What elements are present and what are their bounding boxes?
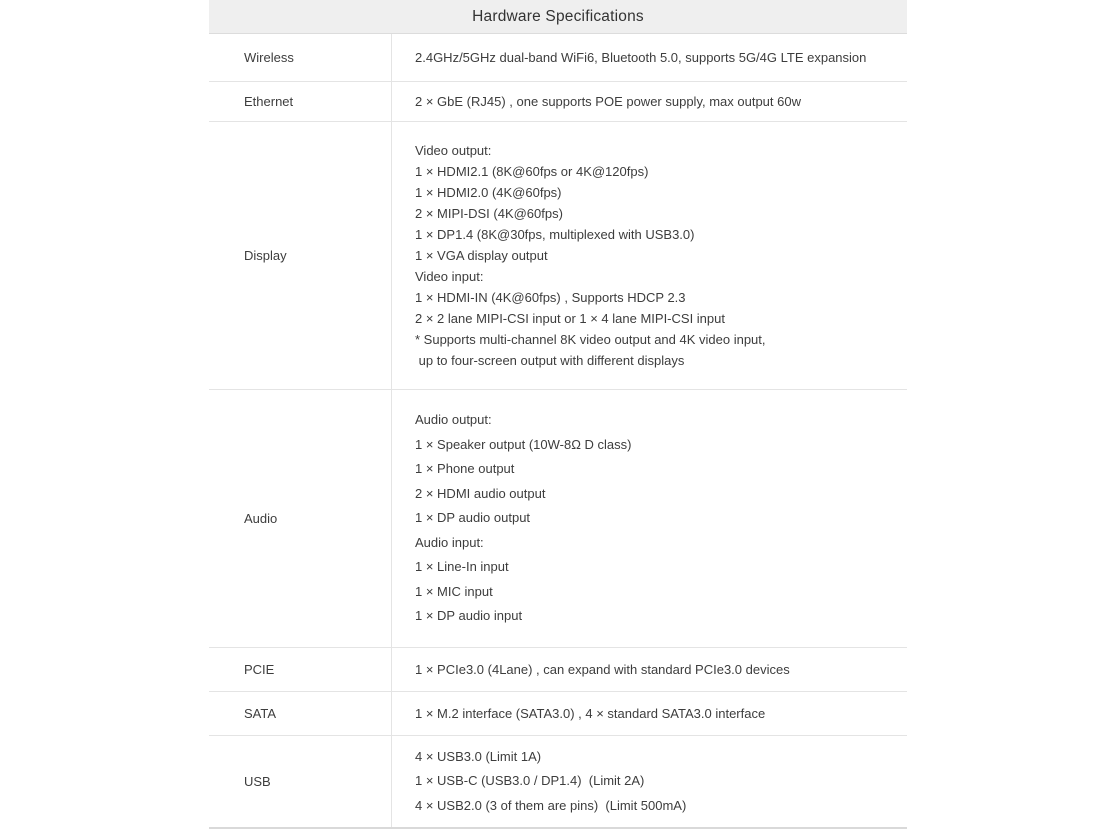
- spec-value-wireless: [392, 34, 907, 81]
- spec-value-line: 1 × PCIe3.0 (4Lane) , can expand with standard PCIe3.0 devices: [415, 661, 790, 677]
- spec-value-line: 1 × HDMI2.0 (4K@60fps): [415, 185, 562, 200]
- spec-row-ethernet: [209, 82, 907, 122]
- spec-value-line: * Supports multi-channel 8K video output and 4K video input,: [415, 332, 766, 347]
- spec-label-pcie: PCIE: [209, 648, 392, 691]
- spec-value-line: 1 × Speaker output (10W-8Ω D class): [415, 436, 632, 452]
- spec-value-line: 1 × M.2 interface (SATA3.0) , 4 × standard SATA3.0 interface: [415, 705, 766, 721]
- spec-value-line: 1 × Phone output: [415, 461, 515, 477]
- spec-value-display: [392, 122, 907, 389]
- spec-value-ethernet: [392, 82, 907, 121]
- spec-row-display: [209, 122, 907, 390]
- spec-label-ethernet: Ethernet: [209, 82, 392, 121]
- spec-value-line: Video output:: [415, 143, 492, 158]
- table-title: Hardware Specifications: [209, 0, 907, 34]
- spec-value-line: 1 × HDMI-IN (4K@60fps) , Supports HDCP 2.3: [415, 290, 686, 305]
- spec-label-display: Display: [209, 122, 392, 389]
- spec-value-line: 1 × USB-C (USB3.0 / DP1.4) (Limit 2A): [415, 773, 645, 789]
- spec-value-audio: [392, 390, 907, 647]
- spec-value-line: 1 × DP1.4 (8K@30fps, multiplexed with USB3.0): [415, 227, 695, 242]
- spec-label-audio: Audio: [209, 390, 392, 647]
- spec-value-line: 4 × USB2.0 (3 of them are pins) (Limit 500mA): [415, 797, 687, 813]
- spec-value-line: 1 × HDMI2.1 (8K@60fps or 4K@120fps): [415, 164, 649, 179]
- spec-row-audio: [209, 390, 907, 648]
- spec-value-line: 2 × HDMI audio output: [415, 485, 546, 501]
- spec-label-sata: SATA: [209, 692, 392, 735]
- spec-value-line: 2 × 2 lane MIPI-CSI input or 1 × 4 lane MIPI-CSI input: [415, 311, 725, 326]
- spec-label-usb: USB: [209, 736, 392, 827]
- spec-value-line: Audio output:: [415, 412, 492, 428]
- spec-label-wireless: Wireless: [209, 34, 392, 81]
- spec-value-line: 2.4GHz/5GHz dual-band WiFi6, Bluetooth 5.0, supports 5G/4G LTE expansion: [415, 49, 867, 65]
- spec-value-line: 4 × USB3.0 (Limit 1A): [415, 748, 542, 764]
- spec-row-usb: [209, 736, 907, 829]
- spec-value-line: 1 × MIC input: [415, 583, 493, 599]
- hardware-spec-table: [209, 0, 907, 829]
- spec-value-pcie: [392, 648, 907, 691]
- spec-value-line: Video input:: [415, 269, 484, 284]
- spec-value-line: 2 × GbE (RJ45) , one supports POE power supply, max output 60w: [415, 93, 801, 109]
- spec-value-sata: [392, 692, 907, 735]
- spec-value-line: 1 × DP audio output: [415, 510, 531, 526]
- spec-value-line: 1 × DP audio input: [415, 608, 523, 624]
- spec-row-pcie: [209, 648, 907, 692]
- spec-value-line: 1 × VGA display output: [415, 248, 548, 263]
- spec-row-wireless: [209, 34, 907, 82]
- spec-value-line: Audio input:: [415, 534, 484, 550]
- spec-value-line: 2 × MIPI-DSI (4K@60fps): [415, 206, 563, 221]
- spec-value-line: up to four-screen output with different displays: [415, 353, 685, 368]
- spec-value-usb: [392, 736, 907, 827]
- spec-value-line: 1 × Line-In input: [415, 559, 509, 575]
- spec-row-sata: [209, 692, 907, 736]
